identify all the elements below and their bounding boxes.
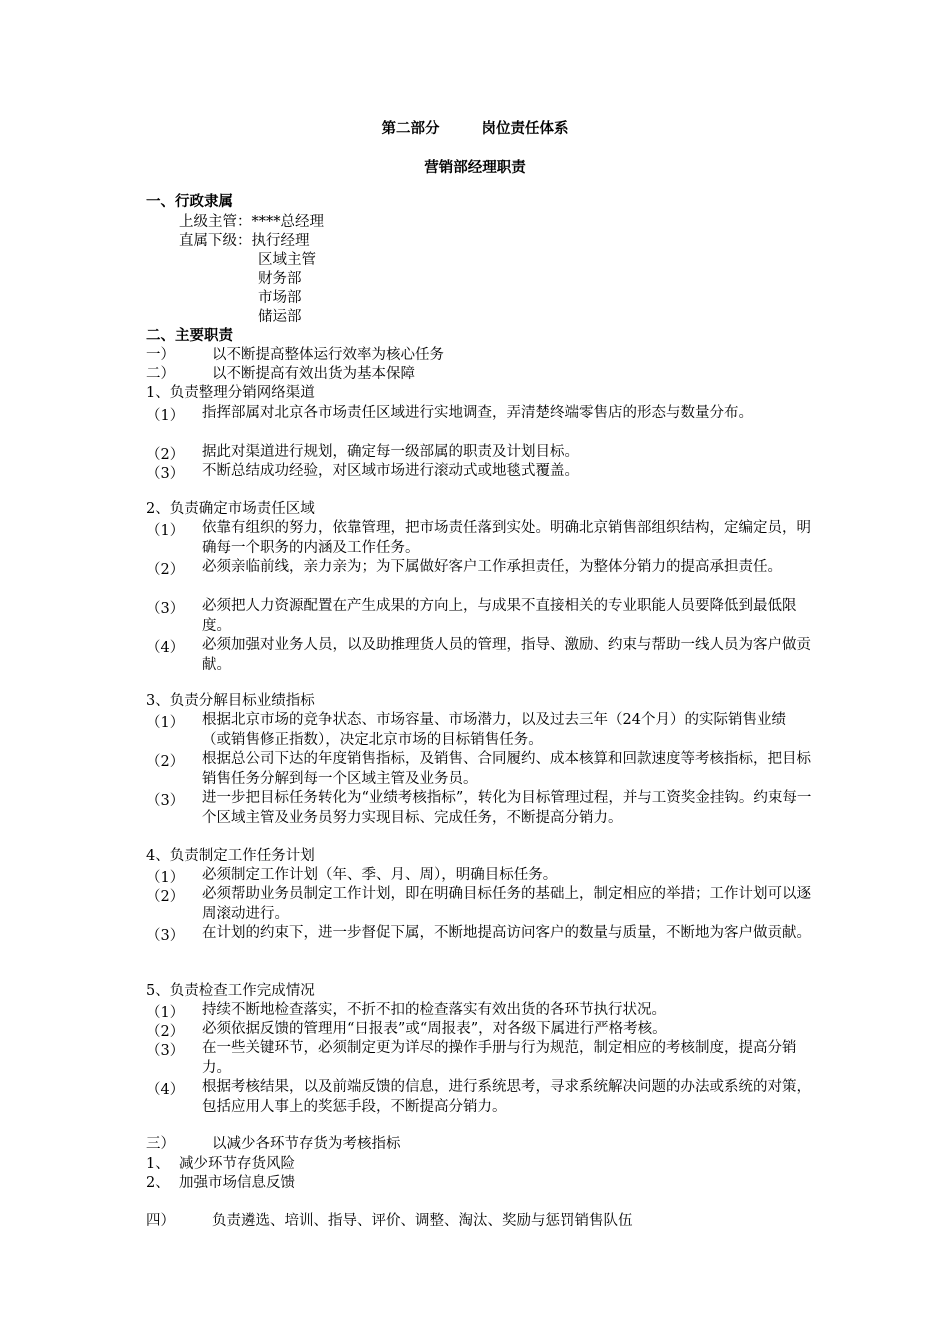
item-number: 1、	[146, 1156, 170, 1172]
item-text: 指挥部属对北京各市场责任区域进行实地调查，弄清楚终端零售店的形态与数量分布。	[202, 405, 753, 421]
item-text: 必须依据反馈的管理用“日报表”或“周报表”，对各级下属进行严格考核。	[202, 1021, 667, 1037]
item-number: （1）	[146, 1005, 185, 1021]
item-text: 在一些关键环节，必须制定更为详尽的操作手册与行为规范，制定相应的考核制度，提高分销力。	[202, 1040, 797, 1076]
item-number: （2）	[146, 1024, 185, 1040]
item-text: 不断总结成功经验，对区域市场进行滚动式或地毯式覆盖。	[202, 463, 579, 479]
item-number: （4）	[146, 640, 185, 656]
goal-number: 二）	[146, 366, 175, 382]
item-number: （1）	[146, 523, 185, 539]
section-title: 5、负责检查工作完成情况	[146, 983, 315, 999]
item-text: 必须加强对业务人员，以及助推理货人员的管理，指导、激励、约束与帮助一线人员为客户做贡献。	[202, 637, 811, 673]
item-text: 持续不断地检查落实，不折不扣的检查落实有效出货的各环节执行状况。	[202, 1002, 666, 1018]
item-text: 根据北京市场的竞争状态、市场容量、市场潜力，以及过去三年（24个月）的实际销售业绩（或销售修正指数），决定北京市场的目标销售任务。	[202, 712, 786, 748]
item-text: 根据总公司下达的年度销售指标，及销售、合同履约、成本核算和回款速度等考核指标，把目标销售任务分解到每一个区域主管及业务员。	[202, 751, 811, 787]
subordinate-item: 区域主管	[258, 252, 316, 268]
superior-line: 上级主管：****总经理	[179, 214, 324, 230]
item-number: 2、	[146, 1175, 170, 1191]
item-number: （3）	[146, 928, 185, 944]
subordinate-line: 直属下级：执行经理	[179, 233, 310, 249]
item-number: （3）	[146, 466, 185, 482]
item-number: （3）	[146, 793, 185, 809]
item-number: （3）	[146, 1043, 185, 1059]
document-title	[0, 117, 950, 138]
section-title: 1、负责整理分销网络渠道	[146, 385, 315, 401]
goal-number: 三）	[146, 1136, 175, 1152]
section-title: 3、负责分解目标业绩指标	[146, 693, 315, 709]
goal-text: 以不断提高整体运行效率为核心任务	[212, 347, 444, 363]
item-number: （2）	[146, 562, 185, 578]
goal-text: 以减少各环节存货为考核指标	[212, 1136, 401, 1152]
item-text: 必须制定工作计划（年、季、月、周），明确目标任务。	[202, 867, 558, 883]
subordinate-item: 市场部	[258, 290, 302, 306]
subordinate-item: 财务部	[258, 271, 302, 287]
item-text: 必须把人力资源配置在产生成果的方向上，与成果不直接相关的专业职能人员要降低到最低限度。	[202, 598, 797, 634]
item-number: （2）	[146, 447, 185, 463]
item-text: 根据考核结果，以及前端反馈的信息，进行系统思考，寻求系统解决问题的办法或系统的对策，包括应用人事上的奖惩手段，不断提高分销力。	[202, 1079, 811, 1115]
section-title: 2、负责确定市场责任区域	[146, 501, 315, 517]
item-text: 减少环节存货风险	[179, 1156, 295, 1172]
section-title: 4、负责制定工作任务计划	[146, 848, 315, 864]
item-number: （3）	[146, 601, 185, 617]
item-text: 进一步把目标任务转化为“业绩考核指标”，转化为目标管理过程，并与工资奖金挂钩。约束每一个区域主管及业务员努力实现目标、完成任务，不断提高分销力。	[202, 790, 812, 826]
goal-text: 负责遴选、培训、指导、评价、调整、淘汰、奖励与惩罚销售队伍	[212, 1213, 633, 1229]
item-text: 必须亲临前线，亲力亲为；为下属做好客户工作承担责任，为整体分销力的提高承担责任。	[202, 559, 782, 575]
item-number: （1）	[146, 870, 185, 886]
item-text: 加强市场信息反馈	[179, 1175, 295, 1191]
goal-text: 以不断提高有效出货为基本保障	[212, 366, 415, 382]
subordinate-item: 储运部	[258, 309, 302, 325]
part-label: 第二部分	[381, 121, 440, 137]
admin-heading: 一、行政隶属	[146, 194, 233, 210]
role-title: 营销部经理职责	[424, 160, 526, 176]
item-text: 在计划的约束下，进一步督促下属，不断地提高访问客户的数量与质量，不断地为客户做贡献。	[202, 925, 811, 941]
main-heading: 二、主要职责	[146, 328, 233, 344]
item-number: （4）	[146, 1082, 185, 1098]
goal-number: 四）	[146, 1213, 175, 1229]
system-label: 岗位责任体系	[481, 121, 569, 137]
goal-number: 一）	[146, 347, 175, 363]
item-text: 必须帮助业务员制定工作计划，即在明确目标任务的基础上，制定相应的举措；工作计划可以逐周滚动进行。	[202, 886, 811, 922]
item-text: 依靠有组织的努力，依靠管理，把市场责任落到实处。明确北京销售部组织结构，定编定员，明确每一个职务的内涵及工作任务。	[202, 520, 811, 556]
item-text: 据此对渠道进行规划，确定每一级部属的职责及计划目标。	[202, 444, 579, 460]
item-number: （2）	[146, 889, 185, 905]
item-number: （1）	[146, 715, 185, 731]
item-number: （2）	[146, 754, 185, 770]
item-number: （1）	[146, 408, 185, 424]
